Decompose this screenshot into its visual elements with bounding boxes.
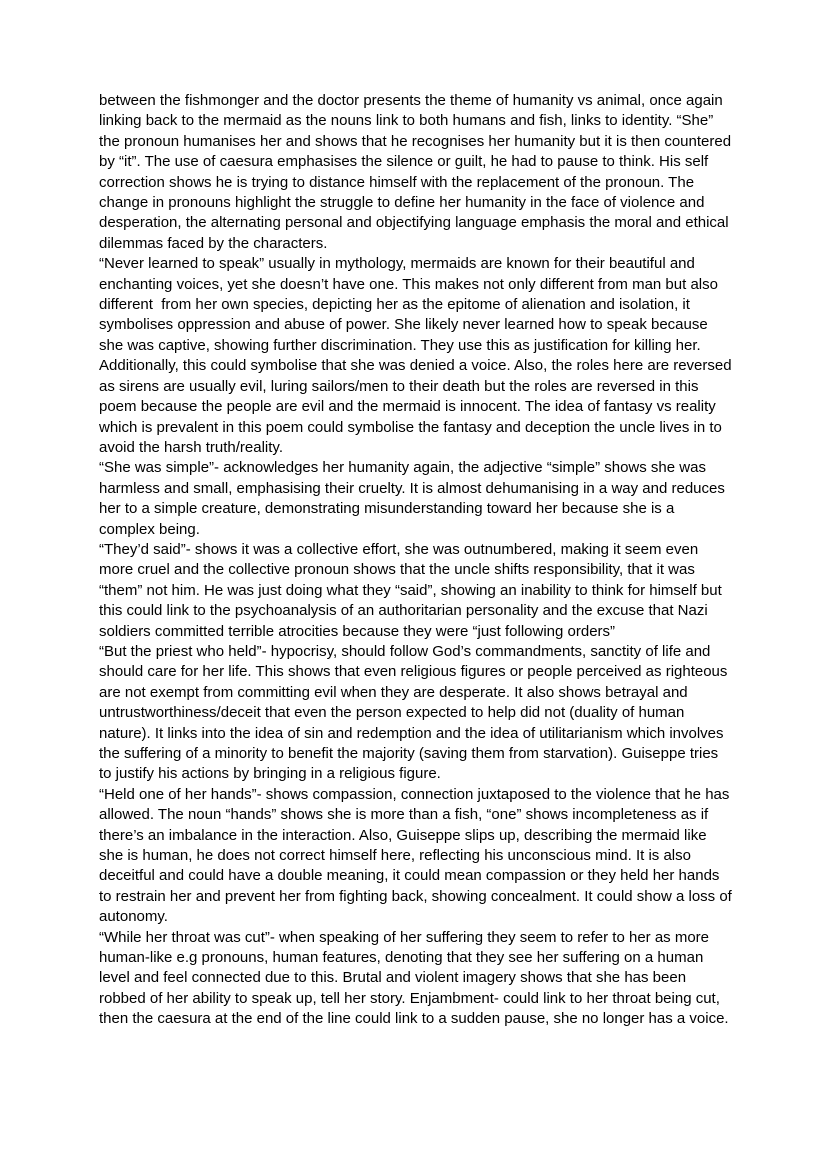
paragraph-theyd-said: “They’d said”- shows it was a collective effort, she was outnumbered, making it seem even more cruel and the collective pronoun shows that the uncle shifts responsibility, that it was “them” not him. He was just doing what they “said”, showing an inability to think for himself but this could link to the psychoanalysis of an authoritarian personality and the excuse that Nazi soldiers committed terrible atrocities because they were “just following orders” bbox=[99, 540, 726, 640]
paragraph-while-her-throat-was-cut: “While her throat was cut”- when speaking of her suffering they seem to refer to her as more human-like e.g pronouns, human features, denoting that they see her suffering on a human level and feel connected due to this. Brutal and violent imagery shows that she has been robbed of her ability to speak up, tell her story. Enjambment- could link to her throat being cut, then the caesura at the end of the line could link to a sudden pause, she no longer has a voice. bbox=[99, 928, 729, 1028]
paragraph-but-the-priest: “But the priest who held”- hypocrisy, should follow God’s commandments, sanctity of life and should care for her life. This shows that even religious figures or people perceived as righteous are not exempt from committing evil when they are desperate. It also shows betrayal and untrustworthiness/deceit that even the person expected to help did not (duality of human nature). It links into the idea of sin and redemption and the idea of utilitarianism which involves the suffering of a minority to benefit the majority (saving them from starvation). Guiseppe tries to justify his actions by bringing in a religious figure. bbox=[99, 642, 732, 783]
paragraph-she-was-simple: “She was simple”- acknowledges her humanity again, the adjective “simple” shows she was harmless and small, emphasising their cruelty. It is almost dehumanising in a way and reduces her to a simple creature, demonstrating misunderstanding toward her because she is a complex being. bbox=[99, 459, 730, 538]
paragraph-pronouns-analysis: between the fishmonger and the doctor presents the theme of humanity vs animal, once again linking back to the mermaid as the nouns link to both humans and fish, links to identity. “She” the pronoun humanises her and shows that he recognises her humanity but it is then countered by “it”. The use of caesura emphasises the silence or guilt, he had to pause to think. His self correction shows he is trying to distance himself with the replacement of the pronoun. The change in pronouns highlight the struggle to define her humanity in the face of violence and desperation, the alternating personal and objectifying language emphasis the moral and ethical dilemmas faced by the characters. bbox=[99, 92, 736, 252]
paragraph-never-learned-to-speak: “Never learned to speak” usually in mythology, mermaids are known for their beautiful and enchanting voices, yet she doesn’t have one. This makes not only different from man but also different from her own species, depicting her as the epitome of alienation and isolation, it symbolises oppression and abuse of power. She likely never learned how to speak because she was captive, showing further discrimination. They use this as justification for killing her. Additionally, this could symbolise that she was denied a voice. Also, the roles here are reversed as sirens are usually evil, luring sailors/men to their death but the roles are reversed in this poem because the people are evil and the mermaid is innocent. The idea of fantasy vs reality which is prevalent in this poem could symbolise the fantasy and deception the uncle lives in to avoid the harsh truth/reality. bbox=[99, 255, 736, 456]
paragraph-held-one-of-her-hands: “Held one of her hands”- shows compassion, connection juxtaposed to the violence that he has allowed. The noun “hands” shows she is more than a fish, “one” shows incompleteness as if there’s an imbalance in the interaction. Also, Guiseppe slips up, describing the mermaid like she is human, he does not correct himself here, reflecting his unconscious mind. It is also deceitful and could have a double meaning, it could mean compassion or they held her hands to restrain her and prevent her from fighting back, showing concealment. It could show a loss of autonomy. bbox=[99, 785, 737, 926]
document-text-block bbox=[99, 91, 737, 1030]
